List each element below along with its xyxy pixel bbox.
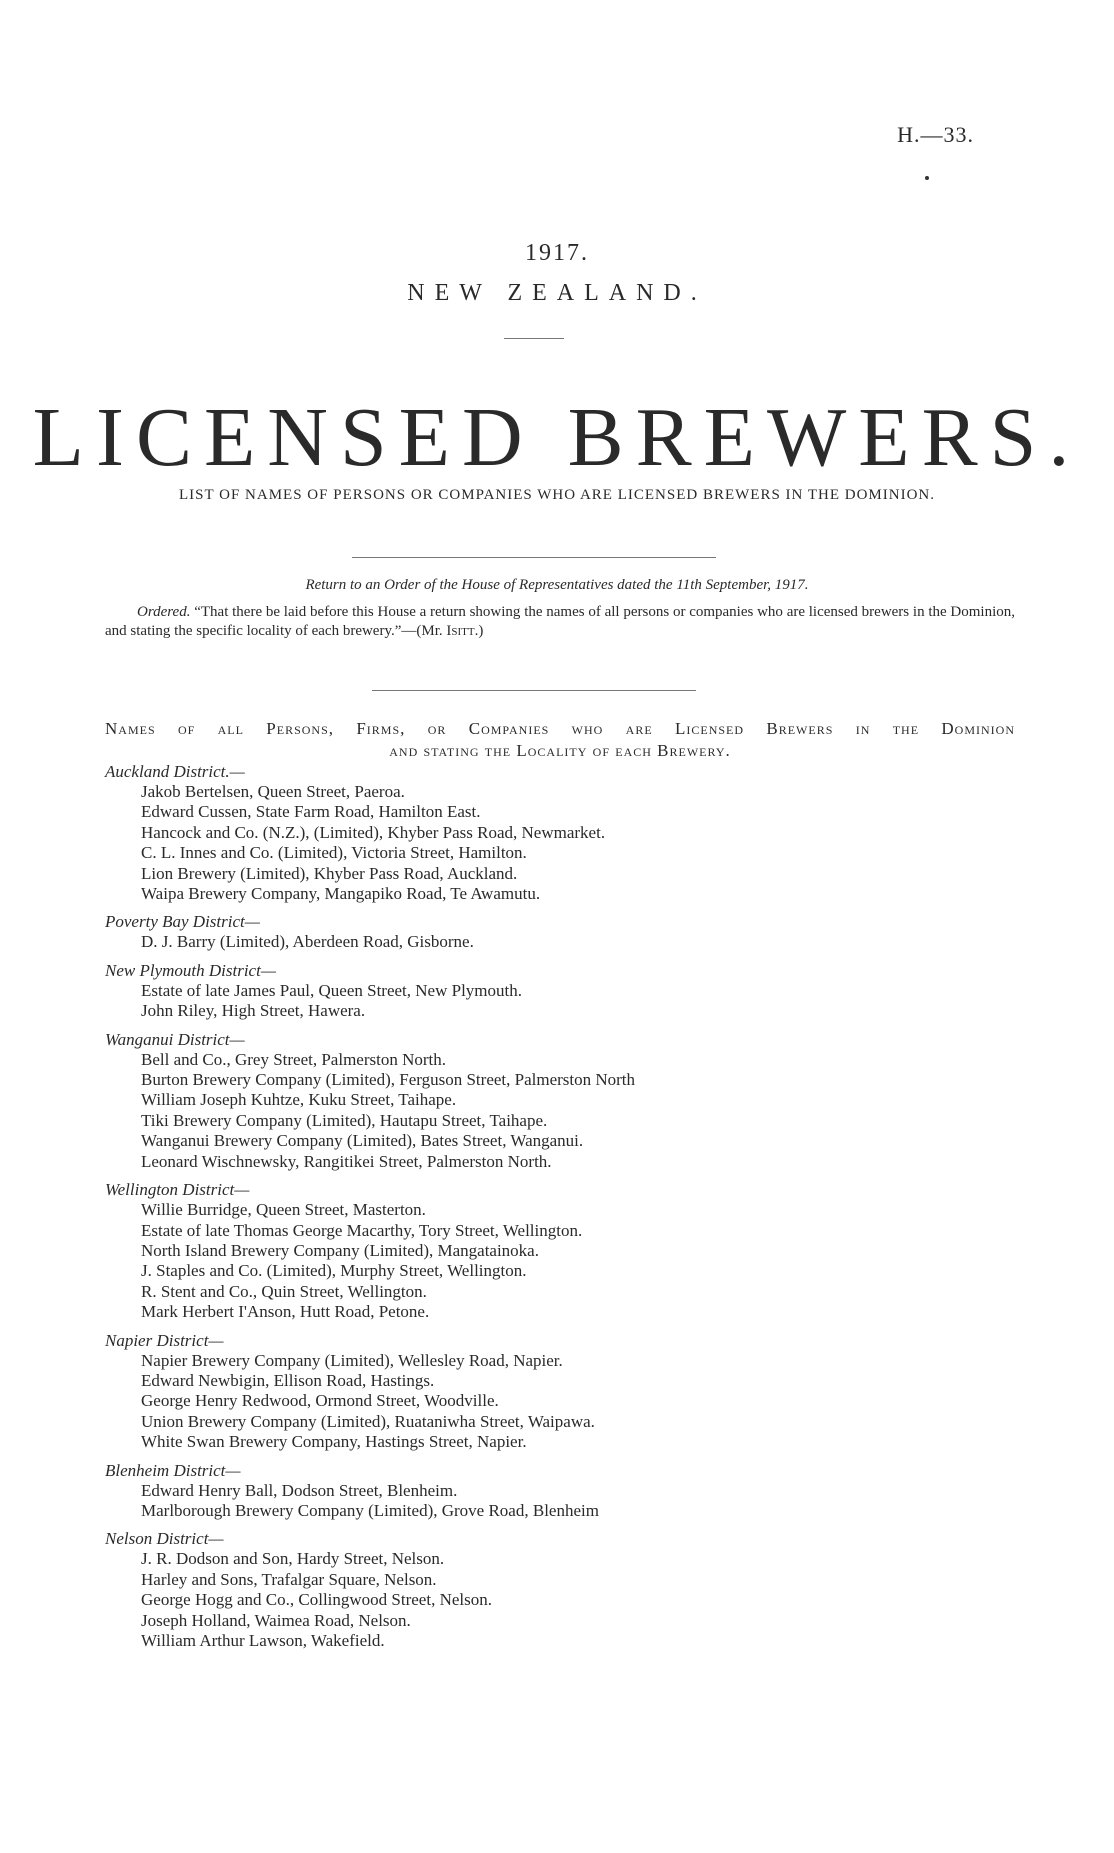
district-name: Auckland District.—	[105, 762, 245, 781]
list-heading	[105, 718, 1015, 762]
brewer-entry: Edward Cussen, State Farm Road, Hamilton East.	[141, 802, 481, 822]
brewer-entry: White Swan Brewery Company, Hastings Street, Napier.	[141, 1432, 527, 1452]
brewer-entry: Edward Newbigin, Ellison Road, Hastings.	[141, 1370, 435, 1390]
document-title: LICENSED BREWERS.	[32, 391, 1082, 484]
district-section	[105, 1331, 1015, 1453]
return-order-line: Return to an Order of the House of Representatives dated the 11th September, 1917.	[305, 577, 809, 593]
district-name: Wellington District—	[105, 1180, 250, 1200]
district-name: Nelson District—	[105, 1529, 224, 1549]
brewer-entry: North Island Brewery Company (Limited), Mangatainoka.	[141, 1240, 539, 1260]
divider-long	[352, 557, 716, 558]
brewer-entry: Waipa Brewery Company, Mangapiko Road, Te Awamutu.	[141, 884, 541, 904]
district-name: Napier District—	[105, 1330, 224, 1350]
print-speck	[925, 176, 929, 180]
brewer-entry: Willie Burridge, Queen Street, Masterton.	[141, 1200, 426, 1220]
brewer-entry: J. Staples and Co. (Limited), Murphy Street, Wellington.	[141, 1261, 527, 1281]
brewer-entry: Burton Brewery Company (Limited), Ferguson Street, Palmerston North	[141, 1070, 636, 1090]
brewer-entry: George Henry Redwood, Ormond Street, Woodville.	[141, 1391, 499, 1411]
ordered-close: .)	[474, 623, 484, 639]
ordered-label: Ordered.	[137, 604, 191, 620]
district-name: Poverty Bay District—	[105, 912, 260, 932]
district-section	[105, 912, 1015, 952]
brewer-entry: Hancock and Co. (N.Z.), (Limited), Khyber Pass Road, Newmarket.	[141, 822, 606, 842]
brewer-entry: Leonard Wischnewsky, Rangitikei Street, Palmerston North.	[141, 1151, 552, 1171]
district-name: New Plymouth District—	[105, 960, 276, 980]
brewer-entry: Wanganui Brewery Company (Limited), Bates Street, Wanganui.	[141, 1131, 584, 1151]
district-section	[105, 961, 1015, 1022]
district-section	[105, 762, 1015, 904]
order-paragraph	[105, 603, 1015, 641]
country-heading: NEW ZEALAND.	[407, 280, 707, 306]
brewer-entry: Mark Herbert I'Anson, Hutt Road, Petone.	[141, 1302, 430, 1322]
brewer-entry: Edward Henry Ball, Dodson Street, Blenheim.	[141, 1480, 458, 1500]
brewer-entry: D. J. Barry (Limited), Aberdeen Road, Gisborne.	[141, 932, 474, 952]
list-heading-line-1: Names of all Persons, Firms, or Companies who are Licensed Brewers in the Dominion	[105, 719, 1015, 738]
brewer-entry: Marlborough Brewery Company (Limited), Grove Road, Blenheim	[141, 1500, 599, 1520]
brewer-entry: Tiki Brewery Company (Limited), Hautapu Street, Taihape.	[141, 1110, 548, 1130]
brewer-entry: Joseph Holland, Waimea Road, Nelson.	[141, 1610, 411, 1630]
brewer-entry: William Joseph Kuhtze, Kuku Street, Taihape.	[141, 1090, 457, 1110]
divider-short	[504, 338, 564, 339]
district-list	[105, 762, 1015, 1659]
brewer-entry: Estate of late James Paul, Queen Street, New Plymouth.	[141, 980, 522, 1000]
brewer-entry: C. L. Innes and Co. (Limited), Victoria Street, Hamilton.	[141, 843, 527, 863]
brewer-entry: R. Stent and Co., Quin Street, Wellington.	[141, 1281, 427, 1301]
ordered-member: Isitt	[446, 623, 475, 639]
brewer-entry: Lion Brewery (Limited), Khyber Pass Road, Auckland.	[141, 863, 518, 883]
brewer-entry: John Riley, High Street, Hawera.	[141, 1001, 366, 1021]
brewer-entry: J. R. Dodson and Son, Hardy Street, Nelson.	[141, 1549, 445, 1569]
brewer-entry: Harley and Sons, Trafalgar Square, Nelson.	[141, 1569, 437, 1589]
ordered-text: “That there be laid before this House a return showing the names of all persons or companies who are licensed brewers in the Dominion, and stating the specific locality of each brewery.”—(Mr.	[105, 604, 1015, 639]
divider-mid	[372, 690, 696, 691]
brewer-entry: Union Brewery Company (Limited), Ruataniwha Street, Waipawa.	[141, 1411, 595, 1431]
brewer-entry: Estate of late Thomas George Macarthy, Tory Street, Wellington.	[141, 1220, 583, 1240]
district-section	[105, 1030, 1015, 1172]
district-name: Blenheim District—	[105, 1460, 241, 1480]
brewer-entry: George Hogg and Co., Collingwood Street, Nelson.	[141, 1590, 492, 1610]
brewer-entry: Bell and Co., Grey Street, Palmerston North.	[141, 1049, 447, 1069]
district-section	[105, 1461, 1015, 1522]
list-heading-line-2: and stating the Locality of each Brewery.	[389, 741, 731, 760]
brewer-entry: William Arthur Lawson, Wakefield.	[141, 1631, 385, 1650]
page-reference: H.—33.	[897, 122, 974, 147]
district-name: Wanganui District—	[105, 1029, 245, 1049]
brewer-entry: Jakob Bertelsen, Queen Street, Paeroa.	[141, 782, 405, 801]
brewer-entry: Napier Brewery Company (Limited), Wellesley Road, Napier.	[141, 1350, 563, 1370]
district-section	[105, 1529, 1015, 1651]
district-section	[105, 1180, 1015, 1322]
document-subtitle: LIST OF NAMES OF PERSONS OR COMPANIES WHO ARE LICENSED BREWERS IN THE DOMINION.	[178, 487, 935, 503]
document-year: 1917.	[525, 240, 589, 266]
